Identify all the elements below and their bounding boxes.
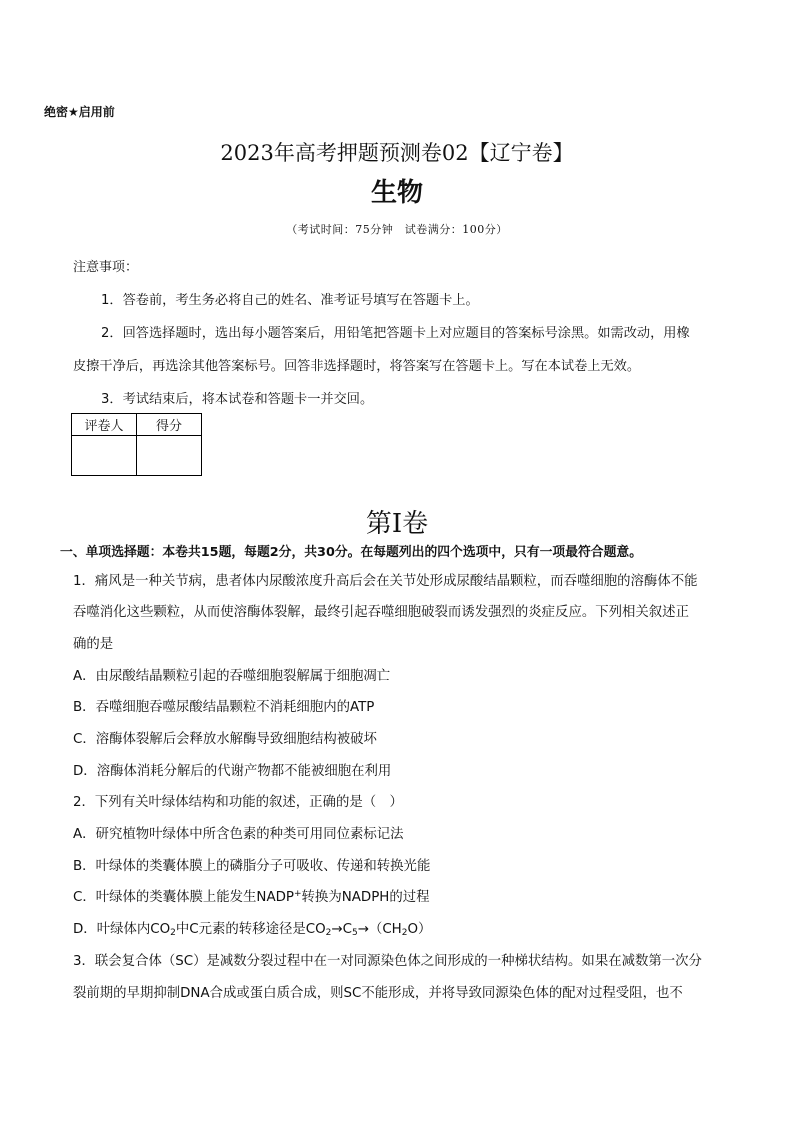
exam-meta: （考试时间：75分钟 试卷满分：100分） [286,223,508,236]
q2-option-b: B．叶绿体的类囊体膜上的磷脂分子可吸收、传递和转换光能 [73,859,431,874]
notice-line-3: 皮擦干净后，再选涂其他答案标号。回答非选择题时，将答案写在答题卡上。写在本试卷上无效。 [73,359,641,374]
q2-option-d-mid-2: →C [331,922,352,937]
notice-heading: 注意事项： [73,260,139,275]
q2-option-d-sub-1: 2 [170,928,176,938]
confidential-mark: 绝密★启用前 [44,105,115,119]
grader-header: 评卷人 [72,414,137,436]
q2-stem: 2．下列有关叶绿体结构和功能的叙述，正确的是（ ） [73,795,403,810]
q2-option-a: A．研究植物叶绿体中所含色素的种类可用同位素标记法 [73,827,404,842]
q2-option-d-sub-4: 2 [401,928,408,938]
grader-cell [72,436,137,476]
q1-option-a: A．由尿酸结晶颗粒引起的吞噬细胞裂解属于细胞凋亡 [73,669,391,684]
q1-stem-line-1: 1．痛风是一种关节病，患者体内尿酸浓度升高后会在关节处形成尿酸结晶颗粒，而吞噬细胞的溶酶体不能 [73,574,698,589]
notice-line-2: 2．回答选择题时，选出每小题答案后，用铅笔把答题卡上对应题目的答案标号涂黑。如需改动，用橡 [101,326,690,341]
q2-option-d-sub-3: 5 [351,928,358,938]
q3-stem-line-2: 裂前期的早期抑制DNA合成或蛋白质合成，则SC不能形成，并将导致同源染色体的配对过程受阻，也不 [73,986,683,1001]
q2-option-d-mid-3: →（CH [357,922,402,937]
subject-title: 生物 [370,178,423,208]
section-heading: 一、单项选择题：本卷共15题，每题2分，共30分。在每题列出的四个选项中，只有一项最符合题意。 [60,545,642,560]
q1-option-b: B．吞噬细胞吞噬尿酸结晶颗粒不消耗细胞内的ATP [73,700,375,715]
exam-title: 2023年高考押题预测卷02【辽宁卷】 [220,141,574,165]
q2-option-d-sub-2: 2 [325,928,332,938]
q1-stem-line-3: 确的是 [73,637,114,652]
q2-option-c [73,886,430,905]
score-header: 得分 [137,414,202,436]
score-table [71,413,202,476]
notice-line-1: 1．答卷前，考生务必将自己的姓名、准考证号填写在答题卡上。 [101,293,479,308]
q1-option-d: D．溶酶体消耗分解后的代谢产物都不能被细胞在利用 [73,764,392,779]
score-cell [137,436,202,476]
q2-option-d-mid-1: 中C元素的转移途径是CO [175,922,326,937]
q2-option-d-post: O） [407,922,432,937]
q2-option-d-pre: D．叶绿体内CO [73,922,171,937]
notice-line-4: 3．考试结束后，将本试卷和答题卡一并交回。 [101,392,374,407]
q2-option-d [73,918,431,938]
q2-option-c-pre: C．叶绿体的类囊体膜上能发生NADP [73,890,294,905]
q3-stem-line-1: 3．联会复合体（SC）是减数分裂过程中在一对同源染色体之间形成的一种梯状结构。如果在减数第一次分 [73,954,702,969]
q2-option-c-post: 转换为NADPH的过程 [301,890,430,905]
volume-title: 第Ⅰ卷 [365,509,429,539]
q1-stem-line-2: 吞噬消化这些颗粒，从而使溶酶体裂解，最终引起吞噬细胞破裂而诱发强烈的炎症反应。下列相关叙述正 [73,605,689,620]
q1-option-c: C．溶酶体裂解后会释放水解酶导致细胞结构被破坏 [73,732,377,747]
q2-option-c-sup: + [294,889,302,899]
